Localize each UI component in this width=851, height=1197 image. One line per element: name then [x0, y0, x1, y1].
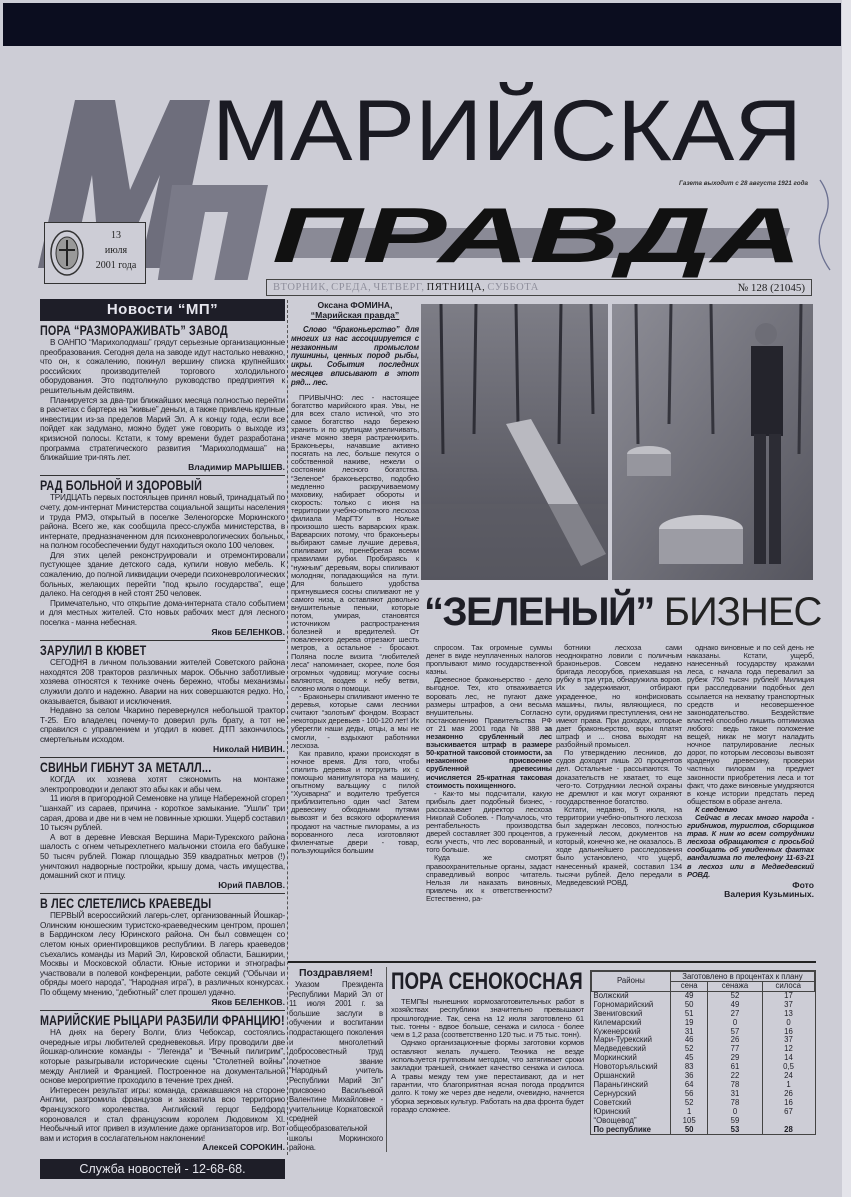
table-cell-value: 22	[708, 1072, 762, 1081]
table-cell-value: 24	[762, 1072, 814, 1081]
paragraph: По утверждению лесников, до судов доходят лишь 20 процентов дел. Остальные - рассыпаются. То доказательств не хватает, то еще чего-то. Сотрудники лесной охраны не дремлют и как могут охраняют государственное богатство.	[556, 748, 682, 806]
table-cell-value: 50	[670, 1001, 708, 1010]
date-month: июля	[104, 245, 128, 256]
paragraph: ПРИВЫЧНО: лес - настоящее богатство марийского края. Увы, не для всех стало истиной, что это самое богатство надо бережно хранить и по крупицам увеличивать, иначе можно зверя растранжирить. Браконьеры, начавшие активно посягать на лес, больше пекутся о собственной наживе, нежели о состоянии лесного богатства. “Зеленое” браконьерство, подобно медленно раскручиваемому маховику, набирает обороты и скорость: только с июня на территории учебно-опытного лесхоза филиала МарГТУ в Нольке произошло шесть варварских краж. Варварских потому, что браконьеры выбирают самые лучшие деревья, спиливают их, пренебрегая всеми правилами рубки. Пробираясь к “нужным” деревьям, воры спиливают молодняк, попадающийся на пути. Для большего удобства пригнувшиеся сосны спиливают не у самого низа, а оставляют довольно внушительные пеньки, которые потом, умирая, становятся источником распространения болезней и вредителей. От поваленного дерева отрезают шесть метров, а остальное - бросают. Поляна после визита “любителей леса” напоминает, скорее, поле боя огромных чудовищ: могучие сосны валяются, воздев к небу ветви, словно моля о помощи.	[291, 392, 419, 693]
paragraph: ПЕРВЫЙ всероссийский лагерь-слет, организованный Йошкар-Олинским юношеским туристско-краеведческим центром, прошел в Бардинском лесу Юринского района. Он был совмещен со слетом юных ориентировщиков республики. В лагерь краеведов съехались команды из Марий Эл, Кировской области, Башкирии, Москвы и Московской области. Юные историки и этнографы участвовали в полевой конференции, работе секций (“Обычаи и обряды моего народа”, “Народная игра”), в различных конкурсах. По общему мнению, “дебютный” слет прошел удачно.	[40, 911, 285, 998]
article-divider	[40, 640, 285, 641]
table-cell-district: Килемарский	[593, 1017, 642, 1027]
table-cell-value: 59	[708, 1117, 762, 1126]
header-group: Заготовлено в процентах к плану	[670, 972, 814, 982]
day-saturday: СУББОТА	[487, 281, 539, 293]
table-cell-value: 27	[708, 1010, 762, 1019]
table-cell-value: 49	[670, 991, 708, 1000]
news-section-title: Новости “МП”	[40, 299, 285, 321]
paragraph: - Браконьеры спиливают именно те деревья, которые сами лесники считают “золотым” фондом. Возраст некоторых деревьев - 100-120 лет! Их уберегли наши деды, отцы, а мы не смогли, - вздыхают работники лесхоза.	[291, 692, 419, 750]
article-author: Владимир МАРЫШЕВ.	[188, 461, 285, 472]
table-cell-district: Медведевский	[593, 1044, 646, 1054]
paragraph: Однако организационные формы заготовки кормов оставляют желать лучшего. Техника не везде используется групповым методом, что затягивает сроки закладки траншей, снижает качество сенажа и силоса. А травы между тем уже перестаивают, да и нет гарантии, что благоприятная ясная погода продлится долго. К тому же через две недели, очевидно, начнется уборка зерновых культур. Работать на два фронта будет гораздо сложнее.	[391, 1038, 584, 1114]
issue-number: № 128 (21045)	[737, 281, 805, 294]
feature-byline-paper: “Марийская правда”	[310, 310, 400, 320]
feature-byline-name: Оксана ФОМИНА,	[317, 300, 393, 310]
day-friday: ПЯТНИЦА,	[426, 281, 486, 293]
article-title: МАРИЙСКИЕ РЫЦАРИ РАЗБИЛИ ФРАНЦИЮ!	[40, 1013, 285, 1029]
table-cell-value: 52	[708, 991, 762, 1000]
article-divider	[40, 1010, 285, 1011]
table-total-value: 28	[762, 1126, 814, 1135]
paragraph: В ОАНПО “Марихолодмаш” грядут серьезные организационные преобразования. Сегодня дела на заводе идут настолько неважно, что он, к сожалению, покинул вершину списка крупнейших российских производителей торгового холодильного оборудования. Это подтолкнуло руководство предприятия к решительным действиям.	[40, 338, 285, 395]
header-silage: силоса	[762, 982, 814, 992]
paragraph: Для этих целей реконструировали и отремонтировали пустующее здание детского сада, купили новую мебель. К сожалению, до полной ликвидации очереди психоневрологических больных, желающих перейти “под крыло государства”, еще далеко. На сегодня в ней стоят 250 человек.	[40, 550, 285, 599]
table-cell-value: 46	[670, 1036, 708, 1045]
table-cell-value: 16	[762, 1028, 814, 1037]
table-total-value: 53	[708, 1126, 762, 1135]
harvest-table	[590, 970, 816, 1135]
table-cell-value: 29	[708, 1054, 762, 1063]
feature-main-column	[291, 300, 419, 855]
news-service-phone: Служба новостей - 12-68-68.	[40, 1159, 285, 1179]
table-cell-value: 45	[670, 1054, 708, 1063]
table-cell-value: 56	[670, 1090, 708, 1099]
paragraph: Куда же смотрят правоохранительные органы, задаст справедливый вопрос читатель. Нельзя ли наказать виновных, привлечь их к ответственности? Естественно, ра-	[426, 853, 552, 903]
article-body	[40, 775, 285, 881]
tagline: Газета выходит с 28 августа 1921 года	[679, 180, 808, 187]
paragraph: СЕГОДНЯ в личном пользовании жителей Советского района находятся 208 тракторов различных марок. Обычно заботливые хозяева относятся к технике очень бережно, чтобы механизмы служили долго и надежно. Аварии на них совершаются редко. Но, оказывается, бывают и исключения.	[40, 658, 285, 706]
table-cell-value: 26	[762, 1090, 814, 1099]
article-author: Яков БЕЛЕНКОВ.	[211, 626, 285, 637]
date-box	[44, 222, 146, 284]
table-cell-value: 52	[670, 1045, 708, 1054]
photo-felled-tree	[421, 304, 608, 580]
header-haylage: сенажа	[708, 982, 762, 992]
paragraph: А вот в деревне Иевская Вершина Мари-Турекского района шалость с огнем четырехлетнего мальчонки стоила его бабушке 50 тысяч рублей. Пожар площадью 359 квадратных метров (!) уничтожил надворные постройки, крышу дома, часть имущества, домашний скот и птицу.	[40, 832, 285, 881]
coat-of-arms-icon	[49, 228, 85, 278]
table-cell-value: 14	[762, 1054, 814, 1063]
table-cell-value: 0,5	[762, 1063, 814, 1072]
note-text: Сейчас в лесах много народа - грибников, туристов, сборщиков трав. К ним ко всем сотрудники лесхоза обращаются с просьбой сообщать об увиденных фактах вандализма по телефону 11-63-21 в лесхоз или в Медведевский РОВД.	[687, 812, 814, 879]
table-cell-value: 31	[670, 1028, 708, 1037]
note-title: К сведению	[695, 804, 738, 814]
table-total-row	[592, 1126, 815, 1135]
table-cell-value: 19	[670, 1019, 708, 1028]
table-cell-district: Новоторъяльский	[593, 1062, 658, 1072]
table-cell-district: Звениговский	[593, 1008, 643, 1018]
article-body	[40, 493, 285, 627]
table-cell-value: 31	[708, 1090, 762, 1099]
table-cell-district: Юринский	[593, 1106, 631, 1116]
paragraph-bold-text: за незаконно срубленный лес взыскивается штраф в размере 50-кратной таксовой стоимости, за незаконное присвоение срубленной древесины исчисляется 25-кратная таксовая стоимость похищенного.	[426, 723, 552, 790]
news-article	[40, 323, 285, 472]
article-body	[40, 338, 285, 463]
header-districts: Районы	[592, 972, 671, 992]
feature-photos	[421, 304, 813, 580]
table-cell-value: 36	[670, 1072, 708, 1081]
table-cell-district: Мари-Турекский	[593, 1035, 653, 1045]
table-cell-value: 67	[762, 1108, 814, 1117]
paragraph: Кстати, недавно, 5 июля, на территории учебно-опытного лесхоза был задержан лесовоз, полностью груженный лесом, документов на который, конечно же, не оказалось. В ходе дальнейшего расследования было установлено, что ущерб, нанесенный кражей, составил 134 тысячи рублей. Дело передали в Медведевский РОВД.	[556, 804, 682, 887]
paragraph: Планируется за два-три ближайших месяца полностью перейти в расчетах с бартера на “живые” деньги, а также привлечь крупные инвестиции из-за пределов Марий Эл. А к концу года, если все пойдет как задумано, можно будет уже говорить о выходе из кризисной полосы. Кстати, к тому времени будет разработана программа стратегического развития “Марихолодмаша” на ближайшие три-пять лет.	[40, 395, 285, 463]
feature-column-3	[687, 644, 814, 900]
table-cell-value: 78	[708, 1081, 762, 1090]
table-cell-value: 1	[762, 1081, 814, 1090]
article-body	[40, 911, 285, 997]
table-cell-value: 64	[670, 1081, 708, 1090]
table-cell-district: Оршанский	[593, 1071, 635, 1081]
paragraph-text: Древесное браконьерство - дело выгодное. Тех, кто отваживается воровать лес, не пугают даже размеры штрафов, а они весьма внушительны. Согласно постановлению Правительства РФ от 21 мая 2001 года № 388	[426, 675, 552, 733]
paragraph: ТРИДЦАТЬ первых постояльцев принял новый, тринадцатый по счету, дом-интернат Министерства социальной защиты населения и труда РМЭ, открытый в поселке Зеленогорске Моркинского района. Всего же, как сообщила пресс-служба министерства, в интернате, предназначенном для психоневрологических больных, на полном гособеспечении будут находиться около 100 человек.	[40, 493, 285, 551]
article-divider	[40, 893, 285, 894]
table-cell-district: Советский	[593, 1097, 632, 1107]
paragraph: ботники лесхоза сами неоднократно ловили с поличным браконьеров. Совсем недавно бригада лесорубов, приехавшая на рубку в три утра, обнаружила воров. Их задерживают, отбирают украденное, но конфисковать машины, пилы, являющиеся, по сути, орудиями преступления, они не имеют права. При доходах, которые дает браконьерство, воры платят штраф и ... снова выходят на разбойный промысел.	[556, 643, 682, 750]
paragraph: - Как-то мы подсчитали, какую прибыль дает подобный бизнес, - рассказывает директор лесхоза Николай Соболев. - Получалось, что рентабельность производства дверей составляет 300 процентов, а если учесть, что лес ворованный, и того больше.	[426, 788, 552, 855]
paragraph: 11 июля в пригородной Семеновке на улице Набережной сгорел “шанхай” из сараев, причина - короткое замыкание. “Ушли” три сарая, дрова и две ни в чем не повинные хрюшки. Ущерб составил 10 тысяч рублей.	[40, 794, 285, 833]
top-black-band	[3, 3, 841, 46]
paragraph: Как правило, кражи происходят в ночное время. Для того, чтобы спилить деревья и погрузить их с помощью манипулятора на машину, опытному вальщику с пилой “Хускварна” и водителю требуется приблизительно один час! Затем древесину обходными путями вывозят и без всякого оформления продают на частные пилорамы, а из ворованного леса изготовляют филенчатые двери - товар, пользующийся большим	[291, 748, 419, 855]
article-title: СВИНЬИ ГИБНУТ ЗА МЕТАЛЛ...	[40, 760, 212, 776]
table-cell-district: “Овощевод”	[593, 1115, 637, 1125]
handwritten-note-mark	[819, 180, 830, 270]
paragraph	[426, 676, 552, 789]
day-thursday: ЧЕТВЕРГ,	[373, 281, 425, 293]
news-article	[40, 475, 285, 637]
table-cell-value: 16	[762, 1099, 814, 1108]
header-hay: сена	[670, 982, 708, 992]
table-cell-value: 37	[762, 1036, 814, 1045]
paragraph: КОГДА их хозяева хотят сэкономить на монтаже электропроводки и делают это абы как и абы чем.	[40, 775, 285, 794]
table-cell-district: Горномарийский	[593, 999, 654, 1009]
masthead-title-top: МАРИЙСКАЯ	[212, 83, 754, 179]
date-year: 2001 года	[95, 260, 137, 271]
article-divider	[40, 475, 285, 476]
masthead-title-bottom: ПРАВДА	[272, 191, 802, 279]
article-author: Юрий ПАВЛОВ.	[218, 879, 285, 890]
table-cell-value: 78	[708, 1099, 762, 1108]
headline-bold-part: “ЗЕЛЕНЫЙ”	[424, 590, 654, 634]
table-cell-value: 83	[670, 1063, 708, 1072]
article-divider	[40, 757, 285, 758]
article-title: ПОРА “РАЗМОРАЖИВАТЬ” ЗАВОД	[40, 323, 228, 338]
paragraph: спросом. Так огромные суммы денег в виде неуплаченных налогов проплывают мимо государственной казны.	[426, 643, 552, 677]
table-cell-value: 0	[708, 1019, 762, 1028]
table-cell-value: 26	[708, 1036, 762, 1045]
news-article	[40, 757, 285, 890]
table-cell-value: 52	[670, 1099, 708, 1108]
date-day: 13	[111, 230, 121, 241]
article-author: Яков БЕЛЕНКОВ.	[211, 996, 285, 1007]
table-cell-value: 37	[762, 1001, 814, 1010]
table-cell-value: 105	[670, 1117, 708, 1126]
article-title: ЗАРУЛИЛ В КЮВЕТ	[40, 643, 147, 659]
feature-headline	[424, 588, 822, 640]
headline-thin-part: БИЗНЕС	[663, 590, 822, 634]
table-cell-value: 51	[670, 1010, 708, 1019]
table-cell-district: Моркинский	[593, 1053, 637, 1063]
news-article	[40, 640, 285, 754]
table-cell-value: 0	[762, 1019, 814, 1028]
table-cell-value: 13	[762, 1010, 814, 1019]
photo-man-with-stumps	[612, 304, 813, 580]
table-cell-district: Куженерский	[593, 1026, 641, 1036]
article-author: Николай НИВИН.	[213, 743, 285, 754]
paragraph: Примечательно, что открытие дома-интерната стало событием и для местных жителей. Сто новых рабочих мест для лесного поселка - манна небесная.	[40, 598, 285, 628]
table-cell-value: 0	[708, 1108, 762, 1117]
news-article	[40, 893, 285, 1007]
paragraph: ТЕМПЫ нынешних кормозаготовительных работ в хозяйствах республики значительно превышают прошлогодние. Так, сена на 12 июля заготовлено 61 тыс. тонны - вдвое больше, сенажа и силоса - более чем в 1,2 раза (соответственно 120 тыс. и 75 тыс. тонн).	[391, 997, 584, 1040]
feature-lead: Слово “браконьерство” для многих из нас ассоциируется с незаконным промыслом пушнины, ценных пород рыбы, икры. События последних месяцев вписывают в этот ряд... лес.	[291, 325, 419, 387]
paragraph: однако виновные и по сей день не наказаны. Кстати, ущерб, нанесенный государству кражами леса, с начала года перевалил за рубеж 750 тысяч рублей! Милиция при расследовании подобных дел ссылается на нехватку транспортных средств и несовершенное законодательство. Бездействие властей способно лишить оптимизма любого: ведь такое положение вещей, никак не могут наладить ночное патрулирование лесных дорог, по которым лесовозы вывозят краденую древесину, проверки частных пилорам на предмет законности приобретения леса и тот факт, что даже виновные умудряются в конце истории предстать перед обществом в образе ангела.	[687, 643, 814, 806]
article-title: В ЛЕС СЛЕТЕЛИСЬ КРАЕВЕДЫ	[40, 896, 212, 912]
table-cell-value: 1	[670, 1108, 708, 1117]
news-column	[40, 299, 285, 1179]
table-total-value: 50	[670, 1126, 708, 1135]
table-total-label: По республике	[593, 1124, 652, 1134]
paragraph: Недавно за селом Чкарино перевернулся небольшой трактор Т-25. Его владелец почему-то доверил руль брату, а тот не справился с управлением и угодил в кювет. ДТП закончилось смертельным исходом.	[40, 706, 285, 744]
day-tuesday: ВТОРНИК,	[273, 281, 330, 293]
table-cell-district: Волжский	[593, 990, 629, 1000]
table-cell-value: 17	[762, 991, 814, 1000]
table-cell-district: Параньгинский	[593, 1079, 649, 1089]
hay-title: ПОРА СЕНОКОСНАЯ	[391, 968, 583, 995]
table-cell-value: 61	[708, 1063, 762, 1072]
article-title: РАД БОЛЬНОЙ И ЗДОРОВЫЙ	[40, 478, 203, 494]
feature-column-1	[426, 644, 552, 903]
photo-author: Валерия Кузьминых.	[724, 889, 814, 900]
article-body	[40, 1028, 285, 1143]
table-cell-value: 57	[708, 1028, 762, 1037]
publication-days	[266, 279, 812, 296]
photo-label: Фото	[792, 879, 814, 890]
column-divider	[287, 300, 288, 1155]
table-cell-value: 49	[708, 1001, 762, 1010]
hay-article	[391, 968, 584, 1114]
feature-column-2	[556, 644, 682, 887]
paragraph: Интересен результат игры: команда, сражавшаяся на стороне Англии, разгромила французов и захватила всю территорию Французского королевства. Английский герцог Бедфорд короновался и стал французским королем Людовиком XI. Необычный итог привел в изумление даже организаторов игр. Вот вам и история в сослагательном наклонении!	[40, 1085, 285, 1143]
paragraph: НА днях на берегу Волги, близ Чебоксар, состоялись очередные игры любителей средневековья. Игру проводили две йошкар-олинские команды - “Легенда” и “Вечный пилигрим”, которые разыгрывали исторические сцены “Столетней войны” между Англией и Францией. Построенное на документальной основе мероприятие проходило в течение трех дней.	[40, 1028, 285, 1086]
article-body	[40, 658, 285, 744]
table-cell-district: Сернурский	[593, 1088, 637, 1098]
congrats-box	[289, 967, 383, 1153]
day-wednesday: СРЕДА,	[331, 281, 372, 293]
paragraph: Указом Президента Республики Марий Эл от 11 июля 2001 г. за большие заслуги в обучении и воспитании подрастающего поколения и многолетний добросовестный труд почетное звание “Народный учитель Республики Марий Эл” присвоено Васильевой Валентине Михайловне - учительнице Коркатовской средней общеобразовательной школы Моркинского района.	[289, 980, 383, 1153]
article-author: Алексей СОРОКИН.	[202, 1142, 285, 1153]
bottom-rule	[288, 961, 816, 963]
table-cell-value: 77	[708, 1045, 762, 1054]
column-divider	[386, 967, 387, 1152]
news-article	[40, 1010, 285, 1153]
table-cell-value: 12	[762, 1045, 814, 1054]
congrats-title: Поздравляем!	[298, 967, 374, 979]
